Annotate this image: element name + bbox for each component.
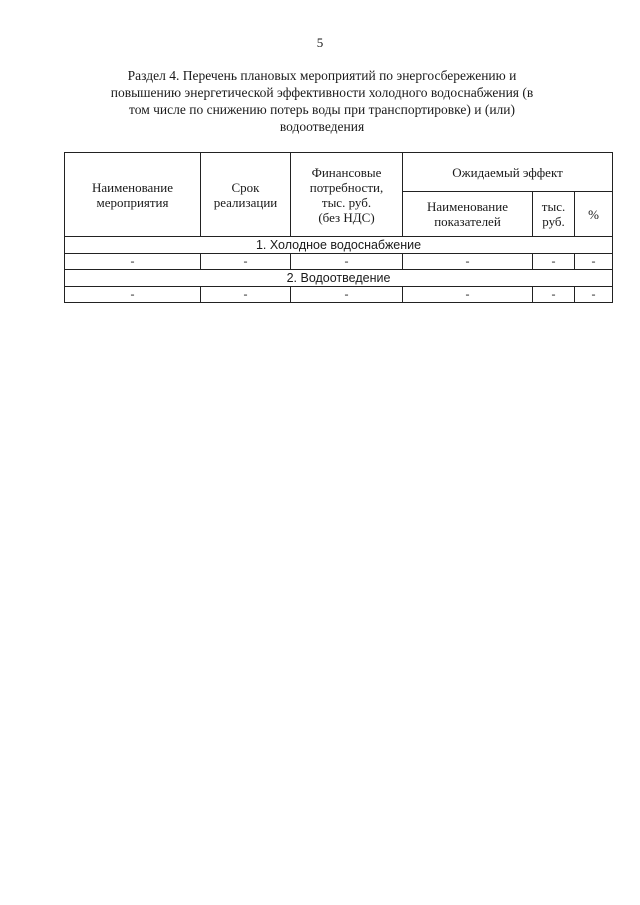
table-cell: - (65, 254, 201, 270)
section-row-title: 2. Водоотведение (65, 270, 613, 287)
header-text: реализации (213, 194, 278, 210)
header-text: руб. (542, 214, 565, 229)
table-cell: - (533, 287, 575, 303)
header-text: Финансовые (311, 164, 382, 180)
header-term (201, 153, 291, 237)
page-number: 5 (316, 35, 324, 50)
section-title-line: Раздел 4. Перечень плановых мероприятий по энергосбережению и (127, 68, 517, 83)
header-text: Срок (231, 179, 260, 195)
header-text: тыс. (541, 199, 566, 214)
header-expected-effect: Ожидаемый эффект (403, 153, 613, 192)
header-finance (291, 153, 403, 237)
table-cell: - (403, 287, 533, 303)
table-cell: - (575, 287, 613, 303)
section-row (65, 270, 613, 287)
section-row-title: 1. Холодное водоснабжение (65, 237, 613, 254)
table-cell: - (533, 254, 575, 270)
header-measure-name (65, 153, 201, 237)
header-text: тыс. руб. (321, 194, 372, 210)
section-row (65, 237, 613, 254)
section-title (96, 67, 548, 135)
section-title-line: водоотведения (279, 119, 365, 134)
header-percent: % (575, 192, 613, 237)
table-cell: - (291, 287, 403, 303)
table-cell: - (201, 254, 291, 270)
section-title-line: повышению энергетической эффективности холодного водоснабжения (в (110, 85, 534, 100)
table-row (65, 254, 613, 270)
table-cell: - (291, 254, 403, 270)
header-rub (533, 192, 575, 237)
measures-table (64, 152, 613, 303)
table-cell: - (575, 254, 613, 270)
table-row (65, 287, 613, 303)
header-indicators (403, 192, 533, 237)
header-text: мероприятия (96, 194, 169, 210)
header-text: (без НДС) (318, 209, 375, 225)
header-text: Наименование (427, 199, 508, 214)
header-text: Наименование (92, 179, 173, 195)
header-text: показателей (434, 214, 501, 229)
table-cell: - (65, 287, 201, 303)
header-text: потребности, (309, 179, 384, 195)
section-title-line: том числе по снижению потерь воды при транспортировке) и (или) (128, 102, 515, 117)
table-cell: - (201, 287, 291, 303)
table-cell: - (403, 254, 533, 270)
